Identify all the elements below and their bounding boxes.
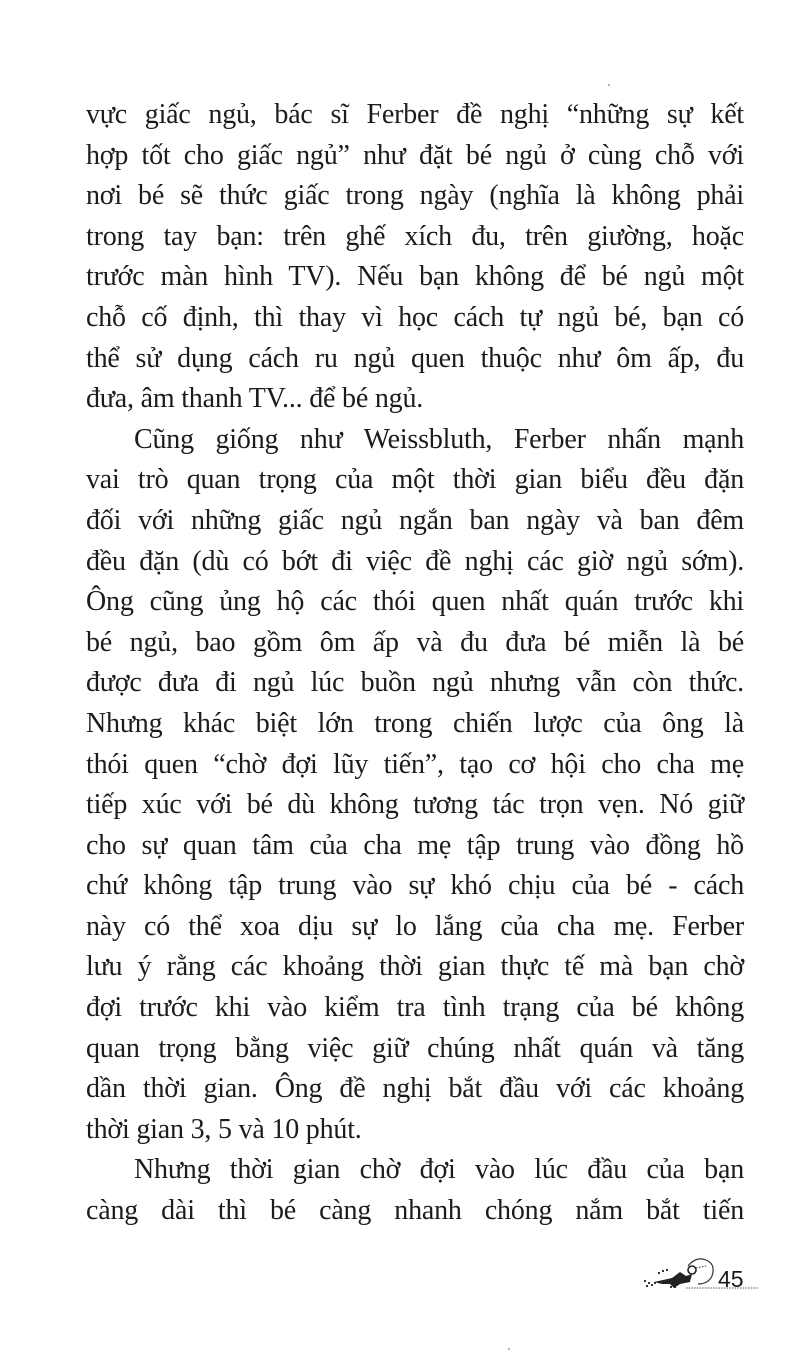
text-line: cho sự quan tâm của cha mẹ tập trung vào đồng hồ [86, 829, 744, 861]
text-line: Cũng giống như Weissbluth, Ferber nhấn mạnh [134, 423, 744, 455]
text-line: Nhưng khác biệt lớn trong chiến lược của ông là [86, 707, 744, 739]
page-number: 45 [718, 1266, 744, 1292]
text-line: này có thể xoa dịu sự lo lắng của cha mẹ. Ferber [86, 910, 744, 942]
text-line: thời gian 3, 5 và 10 phút. [86, 1113, 362, 1145]
scan-speck [608, 84, 610, 86]
scan-speck [508, 1348, 510, 1350]
paragraph-1 [86, 95, 744, 420]
text-line: dần thời gian. Ông đề nghị bắt đầu với các khoảng [86, 1073, 744, 1105]
text-line: được đưa đi ngủ lúc buồn ngủ nhưng vẫn còn thức. [86, 667, 744, 699]
text-line: lưu ý rằng các khoảng thời gian thực tế mà bạn chờ [86, 951, 744, 983]
text-line: vai trò quan trọng của một thời gian biểu đều đặn [86, 464, 744, 496]
text-line: thói quen “chờ đợi lũy tiến”, tạo cơ hội cho cha mẹ [86, 748, 744, 780]
paragraph-3 [86, 1150, 744, 1231]
text-line: trong tay bạn: trên ghế xích đu, trên giường, hoặc [86, 220, 744, 252]
text-line: đợi trước khi vào kiểm tra tình trạng của bé không [86, 992, 744, 1024]
text-line: bé ngủ, bao gồm ôm ấp và đu đưa bé miễn là bé [86, 626, 744, 658]
text-line: nơi bé sẽ thức giấc trong ngày (nghĩa là không phải [86, 180, 744, 212]
text-line: chỗ cố định, thì thay vì học cách tự ngủ bé, bạn có [86, 301, 744, 333]
text-line: tiếp xúc với bé dù không tương tác trọn vẹn. Nó giữ [86, 789, 744, 821]
text-line: vực giấc ngủ, bác sĩ Ferber đề nghị “những sự kết [86, 99, 744, 130]
text-line: đều đặn (dù có bớt đi việc đề nghị các giờ ngủ sớm). [86, 545, 744, 577]
text-line: Ông cũng ủng hộ các thói quen nhất quán trước khi [86, 586, 744, 618]
text-line: đưa, âm thanh TV... để bé ngủ. [86, 383, 424, 415]
text-line: chứ không tập trung vào sự khó chịu của bé - cách [86, 870, 744, 902]
text-line: trước màn hình TV). Nếu bạn không để bé ngủ một [86, 261, 744, 293]
text-line: đối với những giấc ngủ ngắn ban ngày và ban đêm [86, 504, 744, 536]
text-line: Nhưng thời gian chờ đợi vào lúc đầu của bạn [134, 1154, 744, 1186]
text-line: càng dài thì bé càng nhanh chóng nắm bắt tiến [86, 1195, 744, 1227]
paragraph-2 [86, 420, 744, 1151]
text-line: thể sử dụng cách ru ngủ quen thuộc như ôm ấp, đu [86, 342, 744, 374]
text-line: quan trọng bằng việc giữ chúng nhất quán và tăng [86, 1032, 744, 1064]
page-body-text [86, 95, 744, 1232]
text-line: hợp tốt cho giấc ngủ” như đặt bé ngủ ở cùng chỗ với [86, 139, 744, 171]
